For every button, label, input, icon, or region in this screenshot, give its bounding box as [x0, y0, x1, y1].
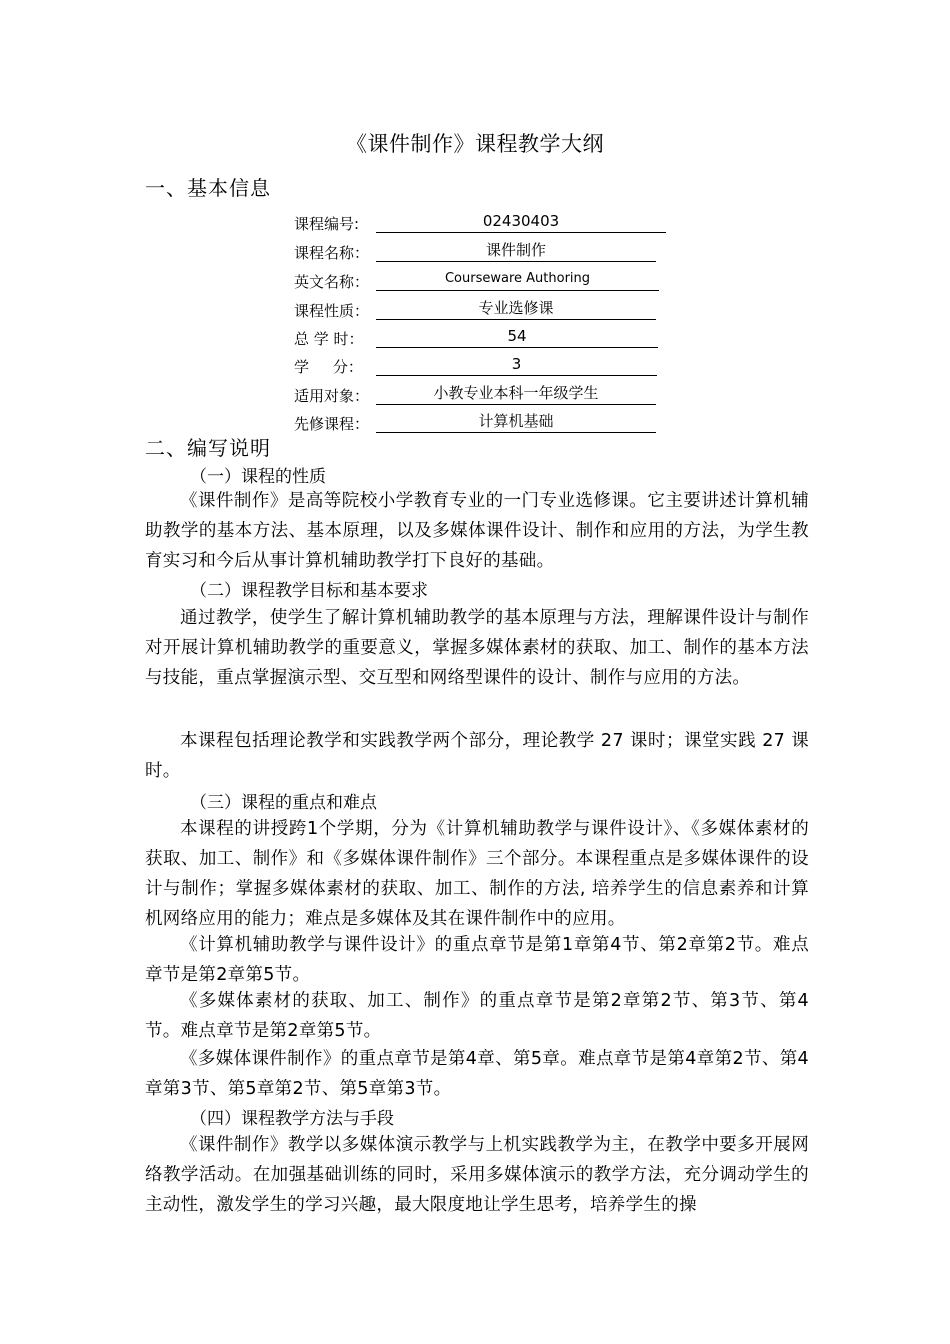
- info-label: 课程编号:: [294, 215, 360, 233]
- subsection-heading-objectives: （二）课程教学目标和基本要求: [190, 581, 428, 601]
- section-heading-writing-notes: 二、编写说明: [145, 436, 271, 460]
- info-value: 02430403: [376, 210, 666, 233]
- paragraph-methods: 《课件制作》教学以多媒体演示教学与上机实践教学为主，在教学中要多开展网络教学活动。在加强基础训练的同时，采用多媒体演示的教学方法，充分调动学生的主动性，激发学生的学习兴趣，最大限度地让学生思考，培养学生的操: [145, 1135, 809, 1215]
- info-value: 54: [376, 325, 658, 348]
- document-title: 《课件制作》课程教学大纲: [346, 132, 604, 156]
- info-value: 课件制作: [376, 239, 656, 262]
- info-value: 专业选修课: [376, 297, 656, 320]
- info-value: 计算机基础: [376, 410, 656, 433]
- info-label: 课程性质：: [294, 302, 370, 320]
- subsection-heading-nature: （一）课程的性质: [190, 467, 326, 487]
- paragraph-key-points: 本课程的讲授跨1个学期，分为《计算机辅助教学与课件设计》、《多媒体素材的获取、加工、制作》和《多媒体课件制作》三个部分。本课程重点是多媒体课件的设计与制作；掌握多媒体素材的获取、加工、制作的方法, 培养学生的信息素养和计算机网络应用的能力；难点是多媒体及其在课件制作中的应用。: [145, 819, 809, 929]
- paragraph-part2-chapters: 《多媒体素材的获取、加工、制作》的重点章节是第2章第2节、第3节、第4节。难点章节是第2章第5节。: [145, 991, 809, 1041]
- paragraph-hours: 本课程包括理论教学和实践教学两个部分，理论教学 27 课时；课堂实践 27 课时。: [145, 731, 809, 781]
- info-value: 小教专业本科一年级学生: [376, 382, 656, 405]
- info-label: 先修课程：: [294, 415, 370, 433]
- info-label: 课程名称：: [294, 244, 370, 262]
- section-heading-basic-info: 一、基本信息: [145, 176, 271, 200]
- info-label: 学 分：: [294, 358, 363, 376]
- paragraph-nature: 《课件制作》是高等院校小学教育专业的一门专业选修课。它主要讲述计算机辅助教学的基本方法、基本原理，以及多媒体课件设计、制作和应用的方法，为学生教育实习和今后从事计算机辅助教学打下良好的基础。: [145, 491, 809, 571]
- info-value: Courseware Authoring: [376, 268, 659, 291]
- info-label: 适用对象：: [294, 387, 370, 405]
- subsection-heading-methods: （四）课程教学方法与手段: [190, 1109, 394, 1129]
- subsection-heading-key-points: （三）课程的重点和难点: [190, 793, 377, 813]
- info-value: 3: [376, 353, 657, 376]
- info-label: 总 学 时：: [294, 330, 364, 348]
- paragraph-part1-chapters: 《计算机辅助教学与课件设计》的重点章节是第1章第4节、第2章第2节。难点章节是第2章第5节。: [145, 935, 809, 985]
- paragraph-part3-chapters: 《多媒体课件制作》的重点章节是第4章、第5章。难点章节是第4章第2节、第4章第3节、第5章第2节、第5章第3节。: [145, 1049, 809, 1099]
- paragraph-objectives: 通过教学，使学生了解计算机辅助教学的基本原理与方法，理解课件设计与制作对开展计算机辅助教学的重要意义，掌握多媒体素材的获取、加工、制作的基本方法与技能，重点掌握演示型、交互型和网络型课件的设计、制作与应用的方法。: [145, 608, 809, 688]
- info-label: 英文名称：: [294, 273, 370, 291]
